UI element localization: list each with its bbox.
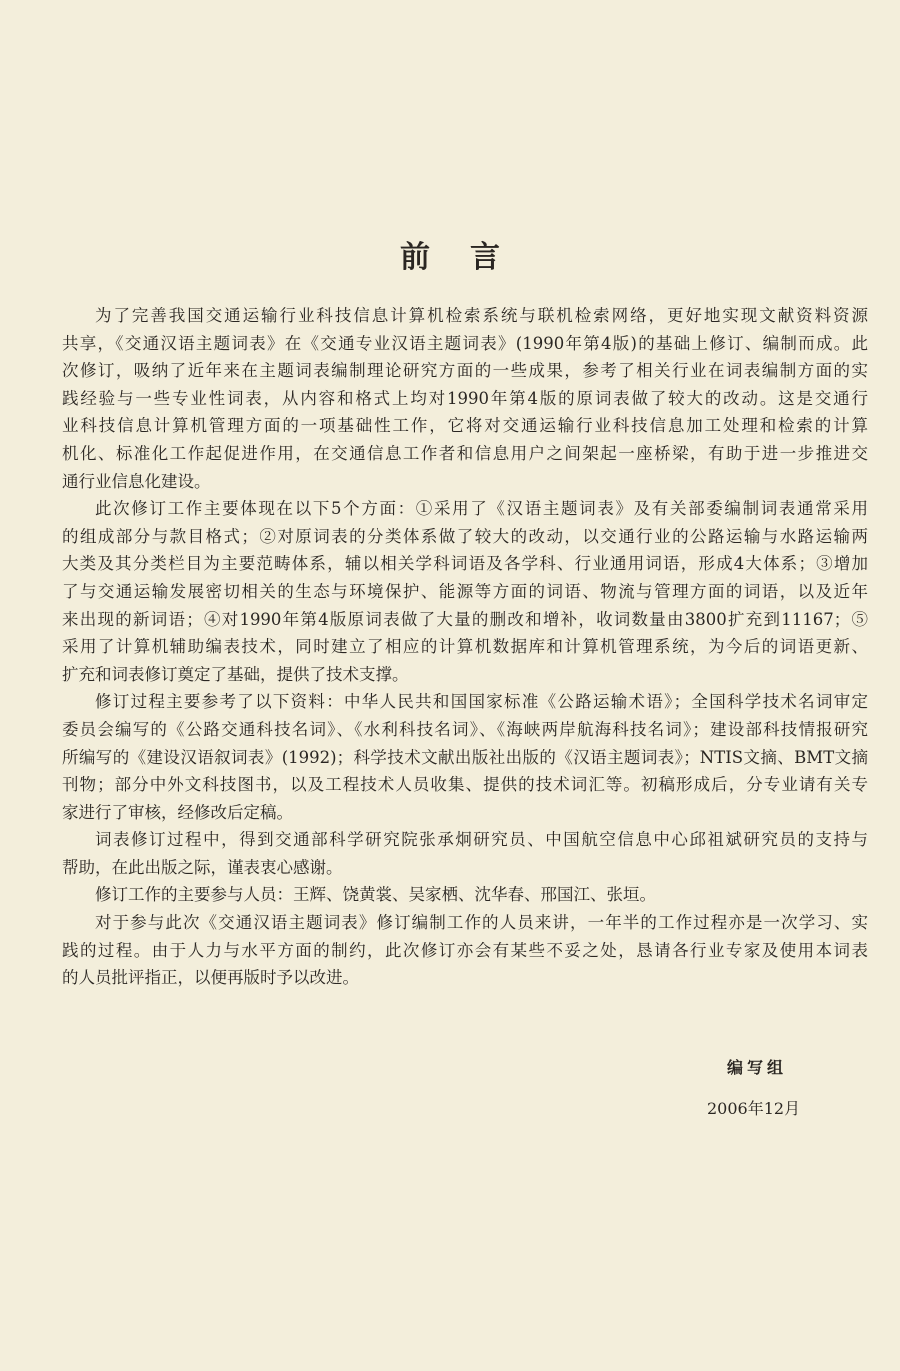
text-line: 修订过程主要参考了以下资料：中华人民共和国国家标准《公路运输术语》；全国科学技术名词审定: [95, 692, 868, 712]
date: 2006年12月: [707, 1099, 801, 1118]
text-line: 帮助，在此出版之际，谨表衷心感谢。: [62, 857, 343, 877]
text-line: 通行业信息化建设。: [62, 471, 211, 491]
preface-body: [62, 302, 868, 992]
text-line: 此次修订工作主要体现在以下5个方面：①采用了《汉语主题词表》及有关部委编制词表通常采用: [95, 499, 868, 519]
text-line: 践的过程。由于人力与水平方面的制约，此次修订亦会有某些不妥之处，恳请各行业专家及使用本词表: [62, 940, 868, 960]
paragraph: [62, 495, 868, 688]
text-line: 词表修订过程中，得到交通部科学研究院张承炯研究员、中国航空信息中心邱祖斌研究员的支持与: [95, 830, 868, 850]
paragraph: [62, 881, 868, 909]
text-line: 家进行了审核，经修改后定稿。: [62, 802, 293, 822]
text-line: 了与交通运输发展密切相关的生态与环境保护、能源等方面的词语、物流与管理方面的词语，以及近年: [62, 581, 868, 601]
paragraph: [62, 909, 868, 992]
text-line: 委员会编写的《公路交通科技名词》、《水利科技名词》、《海峡两岸航海科技名词》；建设部科技情报研究: [62, 719, 868, 739]
page-title: 前言: [400, 240, 540, 275]
text-line: 采用了计算机辅助编表技术，同时建立了相应的计算机数据库和计算机管理系统，为今后的词语更新、: [62, 637, 868, 657]
text-line: 机化、标准化工作起促进作用，在交通信息工作者和信息用户之间架起一座桥梁，有助于进一步推进交: [62, 443, 868, 463]
text-line: 对于参与此次《交通汉语主题词表》修订编制工作的人员来讲，一年半的工作过程亦是一次学习、实: [95, 913, 868, 933]
text-line: 来出现的新词语；④对1990年第4版原词表做了大量的删改和增补，收词数量由3800扩充到11167；⑤: [62, 609, 868, 629]
text-line: 共享，《交通汉语主题词表》在《交通专业汉语主题词表》(1990年第4版)的基础上修订、编制而成。此: [62, 333, 868, 353]
text-line: 修订工作的主要参与人员：王辉、饶黄裳、吴家栖、沈华春、邢国江、张垣。: [95, 885, 656, 905]
text-line: 所编写的《建设汉语叙词表》(1992)；科学技术文献出版社出版的《汉语主题词表》；NTIS文摘、BMT文摘: [62, 747, 868, 767]
paragraph: [62, 688, 868, 826]
text-line: 次修订，吸纳了近年来在主题词表编制理论研究方面的一些成果，参考了相关行业在词表编制方面的实: [62, 361, 868, 381]
text-line: 的组成部分与款目格式；②对原词表的分类体系做了较大的改动，以交通行业的公路运输与水路运输两: [62, 526, 868, 546]
text-line: 大类及其分类栏目为主要范畴体系，辅以相关学科词语及各学科、行业通用词语，形成4大体系；③增加: [62, 554, 868, 574]
text-line: 为了完善我国交通运输行业科技信息计算机检索系统与联机检索网络，更好地实现文献资料资源: [95, 306, 868, 325]
text-line: 的人员批评指正，以便再版时予以改进。: [62, 968, 359, 988]
paragraph: [62, 302, 868, 495]
text-line: 刊物；部分中外文科技图书，以及工程技术人员收集、提供的技术词汇等。初稿形成后，分专业请有关专: [62, 775, 868, 795]
text-line: 践经验与一些专业性词表，从内容和格式上均对1990年第4版的原词表做了较大的改动。这是交通行: [62, 388, 868, 408]
paragraph: [62, 826, 868, 881]
text-line: 业科技信息计算机管理方面的一项基础性工作，它将对交通运输行业科技信息加工处理和检索的计算: [62, 416, 868, 436]
text-line: 扩充和词表修订奠定了基础，提供了技术支撑。: [62, 664, 409, 684]
signature: 编写组: [727, 1058, 788, 1077]
